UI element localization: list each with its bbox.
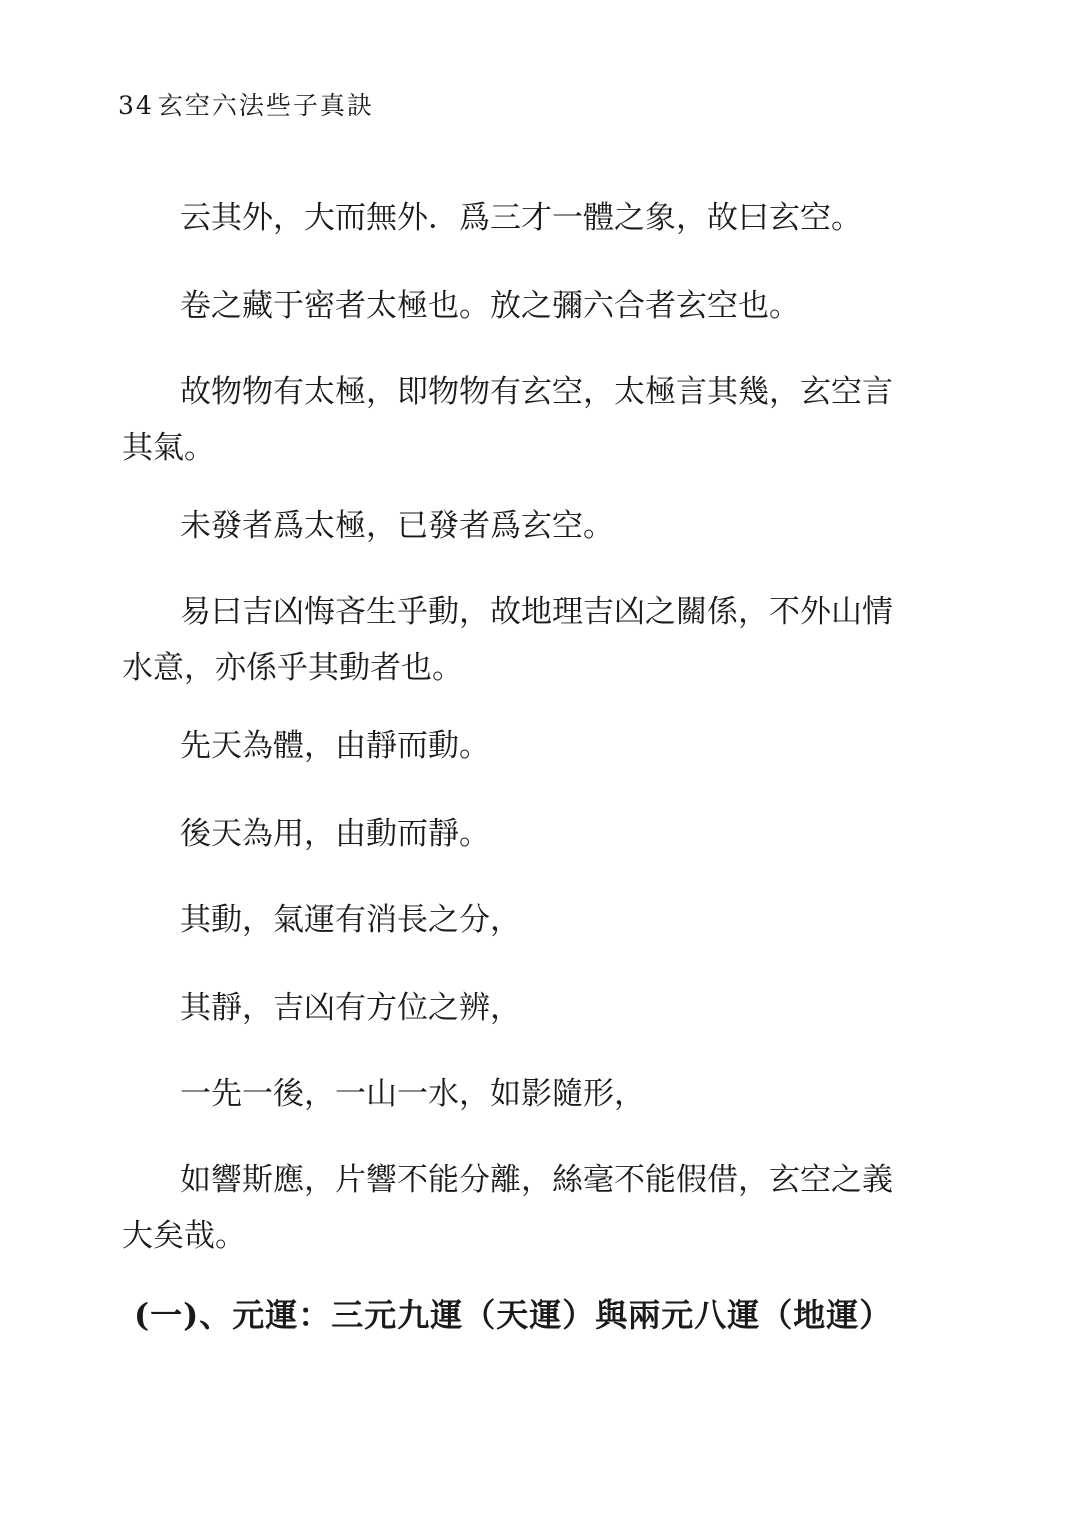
- paragraph-9: 其靜，吉凶有方位之辨，: [180, 990, 521, 1026]
- paragraph-6: 先天為體，由靜而動。: [180, 728, 490, 764]
- paragraph-1: 云其外，大而無外．爲三才一體之象，故曰玄空。: [180, 200, 862, 236]
- paragraph-3: 故物物有太極，即物物有玄空，太極言其幾，玄空言其氣。: [122, 374, 893, 466]
- paragraph-10: 一先一後，一山一水，如影隨形，: [180, 1076, 645, 1112]
- page-number: 34: [118, 91, 154, 120]
- paragraph-4: 未發者爲太極，已發者爲玄空。: [180, 508, 614, 544]
- section-heading: (一)、元運：三元九運（天運）與兩元八運（地運）: [134, 1296, 893, 1334]
- book-title: 玄空六法些子真訣: [157, 91, 374, 120]
- running-header: [118, 86, 374, 122]
- paragraph-2: 卷之藏于密者太極也。放之彌六合者玄空也。: [180, 288, 800, 324]
- paragraph-7: 後天為用，由動而靜。: [180, 816, 490, 852]
- paragraph-5: 易曰吉凶悔吝生乎動，故地理吉凶之關係，不外山情水意，亦係乎其動者也。: [122, 594, 893, 686]
- paragraph-8: 其動，氣運有消長之分，: [180, 902, 521, 938]
- paragraph-11: 如響斯應，片響不能分離，絲毫不能假借，玄空之義大矣哉。: [122, 1162, 893, 1254]
